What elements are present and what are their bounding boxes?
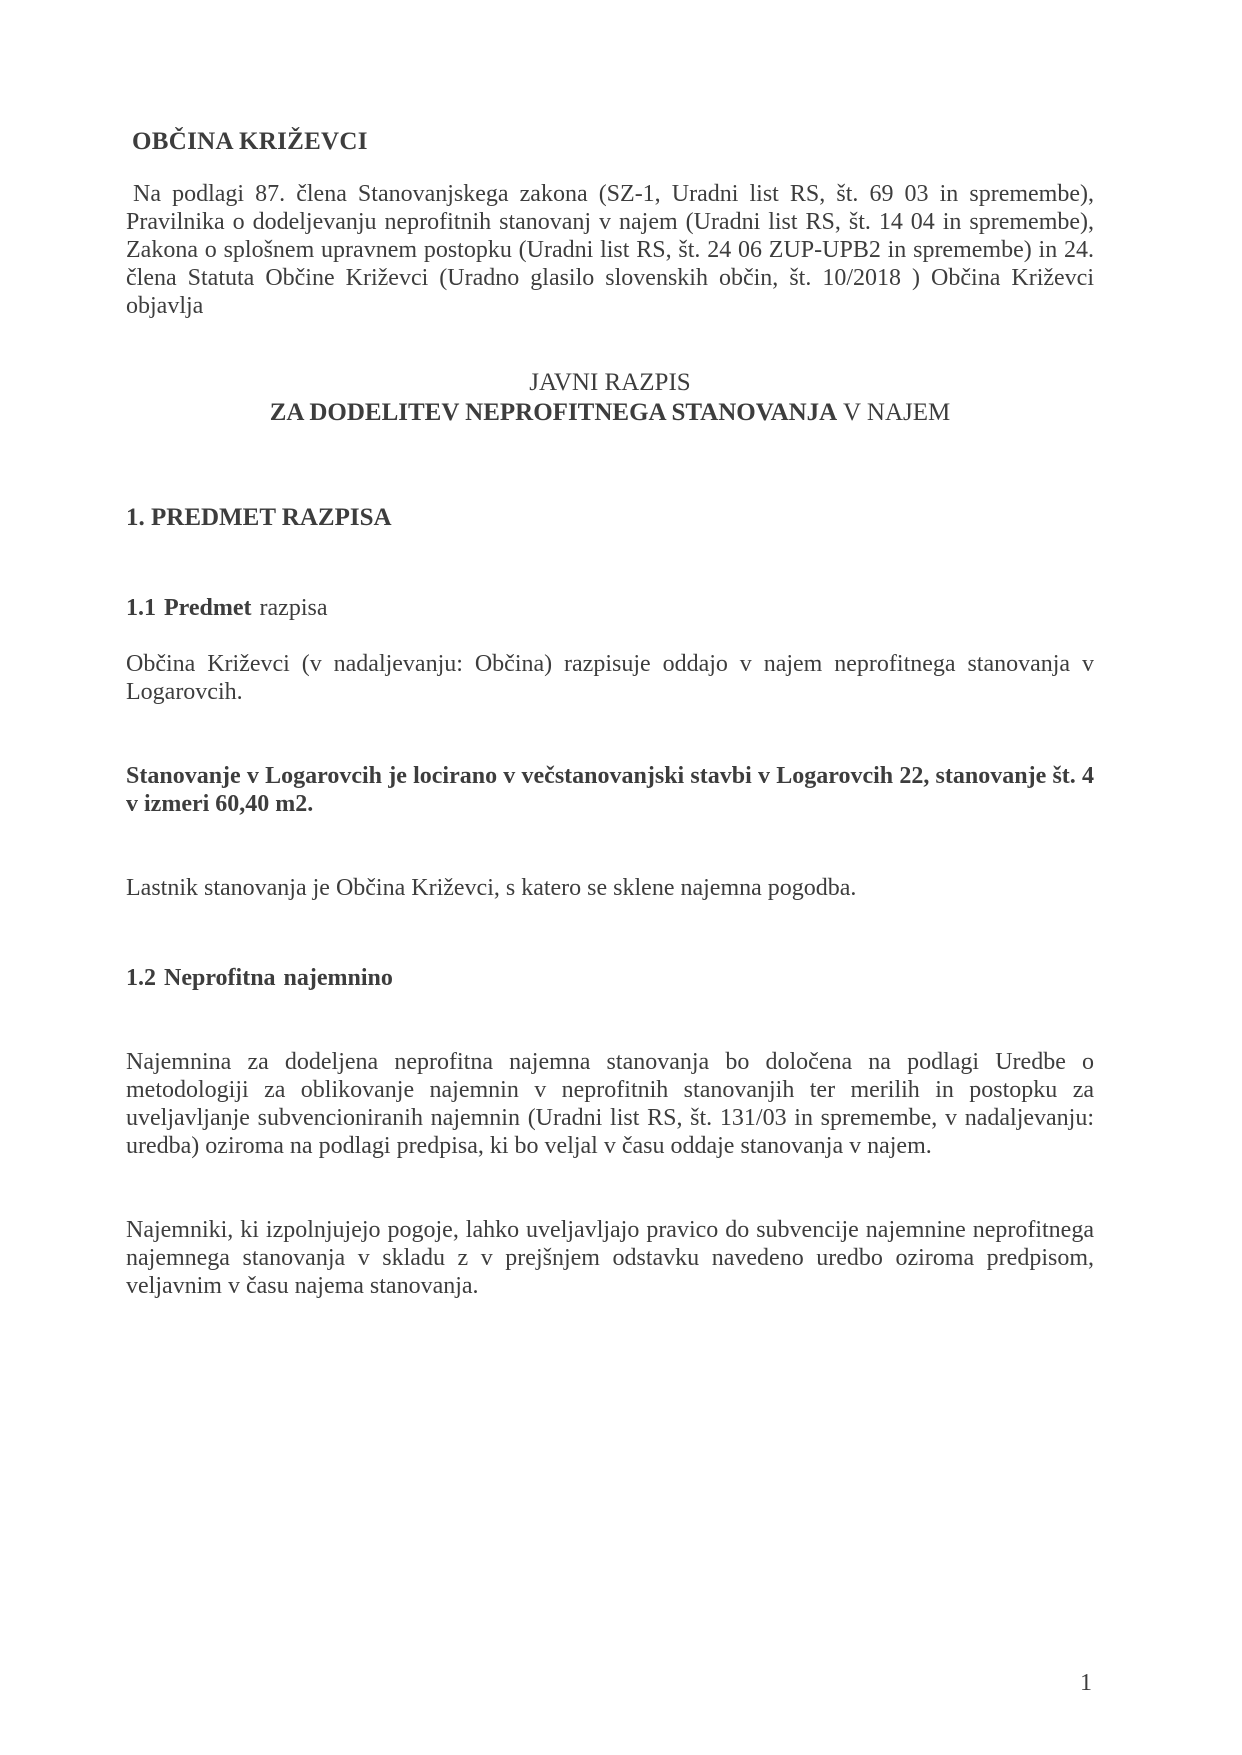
spacer <box>126 1160 1094 1188</box>
section-1-heading: 1. PREDMET RAZPISA <box>126 504 392 531</box>
apartment-location-paragraph: Stanovanje v Logarovcih je locirano v večstanovanjski stavbi v Logarovcih 22, stanovanje št. 4 v izmeri 60,40 m2. <box>126 763 1094 817</box>
predmet-paragraph-1: Občina Križevci (v nadaljevanju: Občina) razpisuje oddajo v najem neprofitnega stanovanja v Logarovcih. <box>126 651 1094 705</box>
legal-basis-paragraph: Na podlagi 87. člena Stanovanjskega zakona (SZ-1, Uradni list RS, št. 69 03 in spremembe), Pravilnika o dodeljevanju neprofitnih stanovanj v najem (Uradni list RS, št. 14 04 in spremembe), Zakona o splošnem upravnem postopku (Uradni list RS, št. 24 06 ZUP-UPB2 in spremembe) in 24. člena Statuta Občine Križevci (Uradno glasilo slovenskih občin, št. 10/2018 ) Občina Križevci objavlja <box>126 181 1094 319</box>
title-line-1: JAVNI RAZPIS <box>529 369 691 396</box>
subsidy-paragraph: Najemniki, ki izpolnjujejo pogoje, lahko uveljavljajo pravico do subvencije najemnine neprofitnega najemnega stanovanja v skladu z v prejšnjem odstavku navedeno uredbo oziroma predpisom, veljavnim v času najema stanovanja. <box>126 1217 1094 1299</box>
spacer <box>126 706 1094 734</box>
page-number: 1 <box>1080 1670 1092 1696</box>
title-line-2-regular: V NAJEM <box>837 399 951 426</box>
spacer <box>126 818 1094 846</box>
section-1-1-heading <box>126 594 1094 622</box>
municipality-heading: OBČINA KRIŽEVCI <box>132 128 368 155</box>
rent-determination-paragraph: Najemnina za dodeljena neprofitna najemna stanovanja bo določena na podlagi Uredbe o metodologiji za oblikovanje najemnin v neprofitnih stanovanjih ter merilih in postopku za uveljavljanje subvencioniranih najemnin (Uradni list RS, št. 131/03 in spremembe, v nadaljevanju: uredba) oziroma na podlagi predpisa, ki bo veljal v času oddaje stanovanja v najem. <box>126 1049 1094 1159</box>
spacer <box>126 992 1094 1020</box>
section-1-2-heading: 1.2 Neprofitna najemnino <box>126 965 393 991</box>
title-line-2-bold: ZA DODELITEV NEPROFITNEGA STANOVANJA <box>269 399 838 426</box>
owner-paragraph: Lastnik stanovanja je Občina Križevci, s katero se sklene najemna pogodba. <box>126 875 857 901</box>
section-1-1-heading-regular: razpisa <box>251 595 328 621</box>
section-1-1-heading-bold: 1.1 Predmet <box>126 595 252 621</box>
title-line-2 <box>126 398 1094 428</box>
document-title <box>126 368 1094 428</box>
